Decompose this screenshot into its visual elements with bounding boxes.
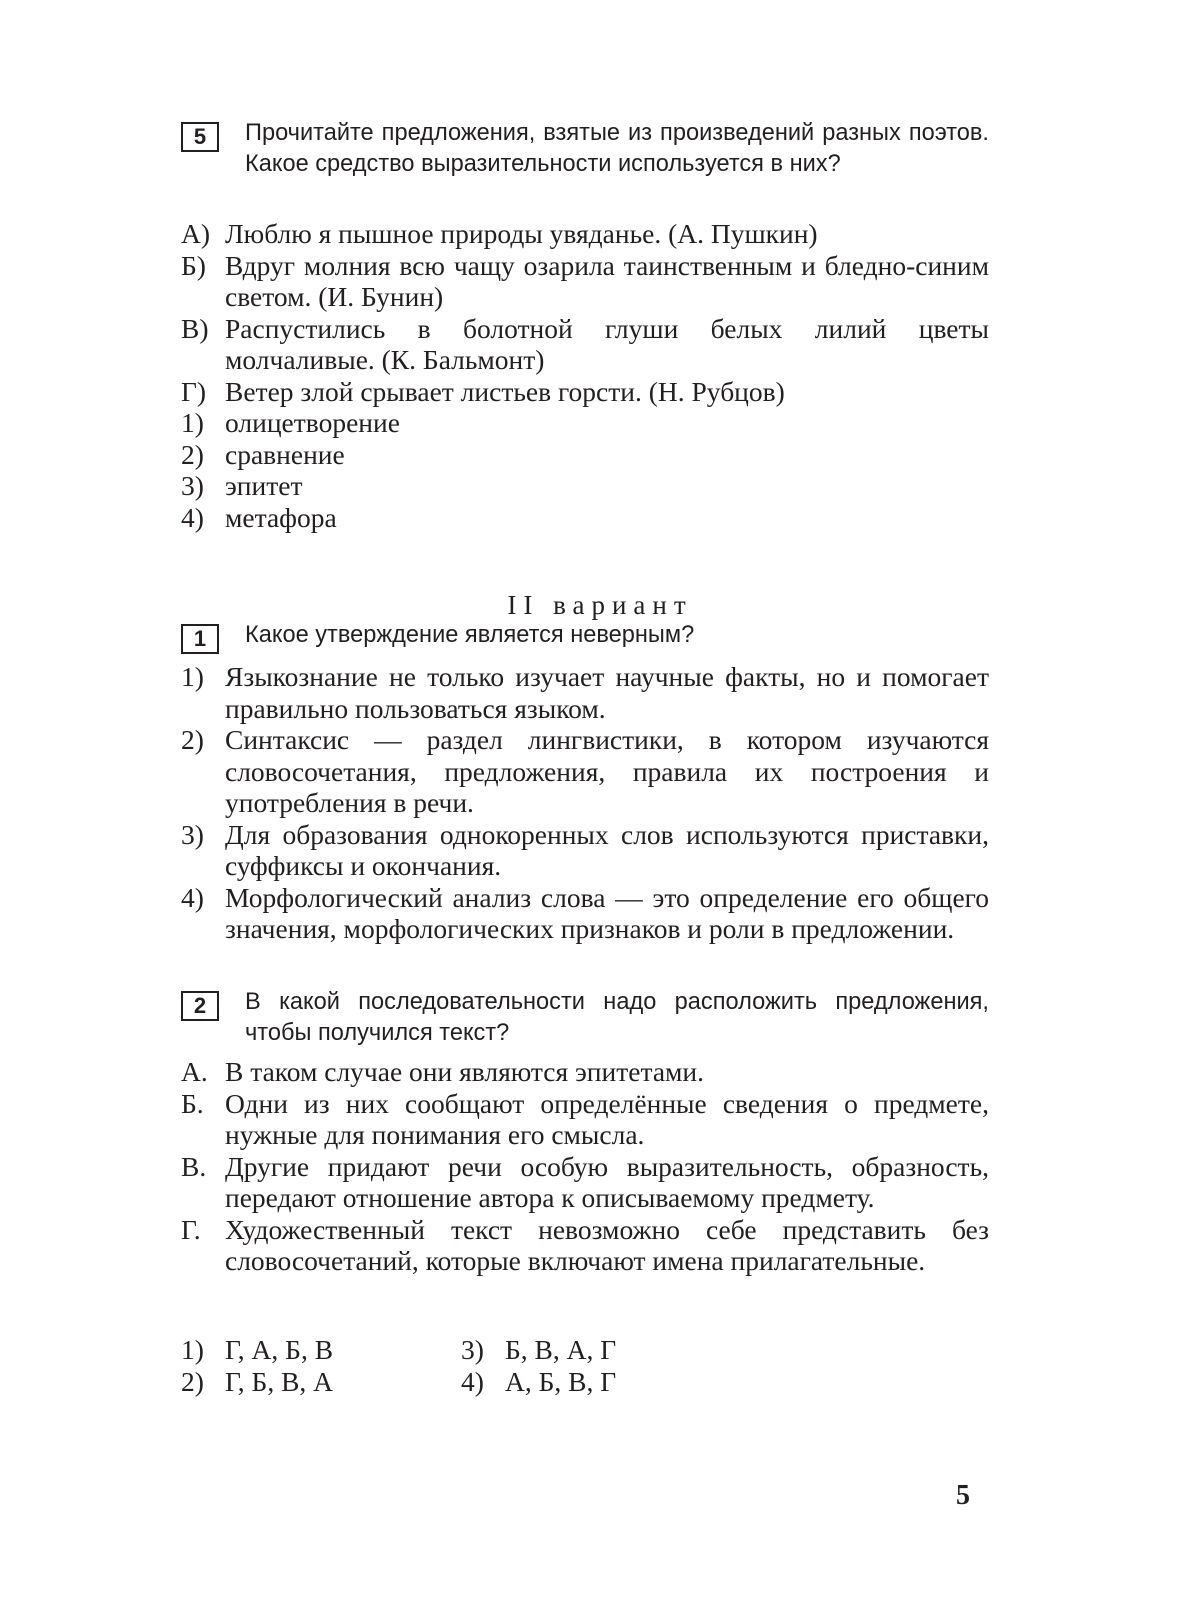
list-item: 1) олицетворение bbox=[181, 407, 400, 438]
task-number-box: 2 bbox=[181, 991, 219, 1021]
list-item: 2) сравнение bbox=[181, 438, 345, 470]
list-item: 3) Б, В, А, Г bbox=[461, 1334, 617, 1365]
list-item: В. Другие придают речи особую выразительность, образность, передают отношение автора к описываемому предмету. bbox=[181, 1150, 989, 1213]
task-5-sentences bbox=[181, 218, 989, 533]
variant-heading: II вариант bbox=[507, 590, 693, 620]
page-number: 5 bbox=[956, 1480, 970, 1511]
task-number-box: 1 bbox=[181, 624, 219, 654]
list-item: 3) эпитет bbox=[181, 470, 303, 501]
task-question: В какой последовательности надо расположить предложения, чтобы получился текст? bbox=[245, 989, 989, 1046]
list-item: 2) Синтаксис — раздел лингвистики, в котором изучаются словосочетания, предложения, правила их построения и употребления в речи. bbox=[181, 724, 989, 818]
list-item: 4) Морфологический анализ слова — это определение его общего значения, морфологических признаков и роли в предложении. bbox=[181, 881, 989, 944]
task-question: Какое утверждение является неверным? bbox=[245, 622, 695, 648]
list-item: А) Люблю я пышное природы увяданье. (А. Пушкин) bbox=[181, 218, 818, 249]
list-item: 4) метафора bbox=[181, 501, 337, 533]
list-item: Г. Художественный текст невозможно себе представить без словосочетаний, которые включают имена прилагательные. bbox=[181, 1213, 989, 1276]
task-question: Прочитайте предложения, взятые из произведений разных поэтов. Какое средство выразительности используется в них? bbox=[245, 120, 989, 177]
list-item: Г) Ветер злой срывает листьев горсти. (Н. Рубцов) bbox=[181, 375, 785, 407]
task-number-box: 5 bbox=[181, 122, 219, 152]
task-2-answers bbox=[181, 1334, 741, 1398]
list-item: Б) Вдруг молния всю чащу озарила таинственным и бледно-синим светом. (И. Бунин) bbox=[181, 249, 989, 312]
list-item: А. В таком случае они являются эпитетами. bbox=[181, 1056, 705, 1087]
list-item: 3) Для образования однокоренных слов используются приставки, суффиксы и окончания. bbox=[181, 818, 989, 881]
list-item: В) Распустились в болотной глуши белых лилий цветы молчаливые. (К. Бальмонт) bbox=[181, 312, 989, 375]
list-item: 1) Г, А, Б, В bbox=[181, 1334, 334, 1365]
list-item: 2) Г, Б, В, А bbox=[181, 1366, 334, 1397]
list-item: Б. Одни из них сообщают определённые сведения о предмете, нужные для понимания его смысла. bbox=[181, 1087, 989, 1150]
list-item: 4) А, Б, В, Г bbox=[461, 1366, 617, 1397]
task-2-sentences bbox=[181, 1056, 989, 1277]
list-item: 1) Языкознание не только изучает научные факты, но и помогает правильно пользоваться языком. bbox=[181, 661, 989, 724]
task-1-answers bbox=[181, 661, 989, 945]
